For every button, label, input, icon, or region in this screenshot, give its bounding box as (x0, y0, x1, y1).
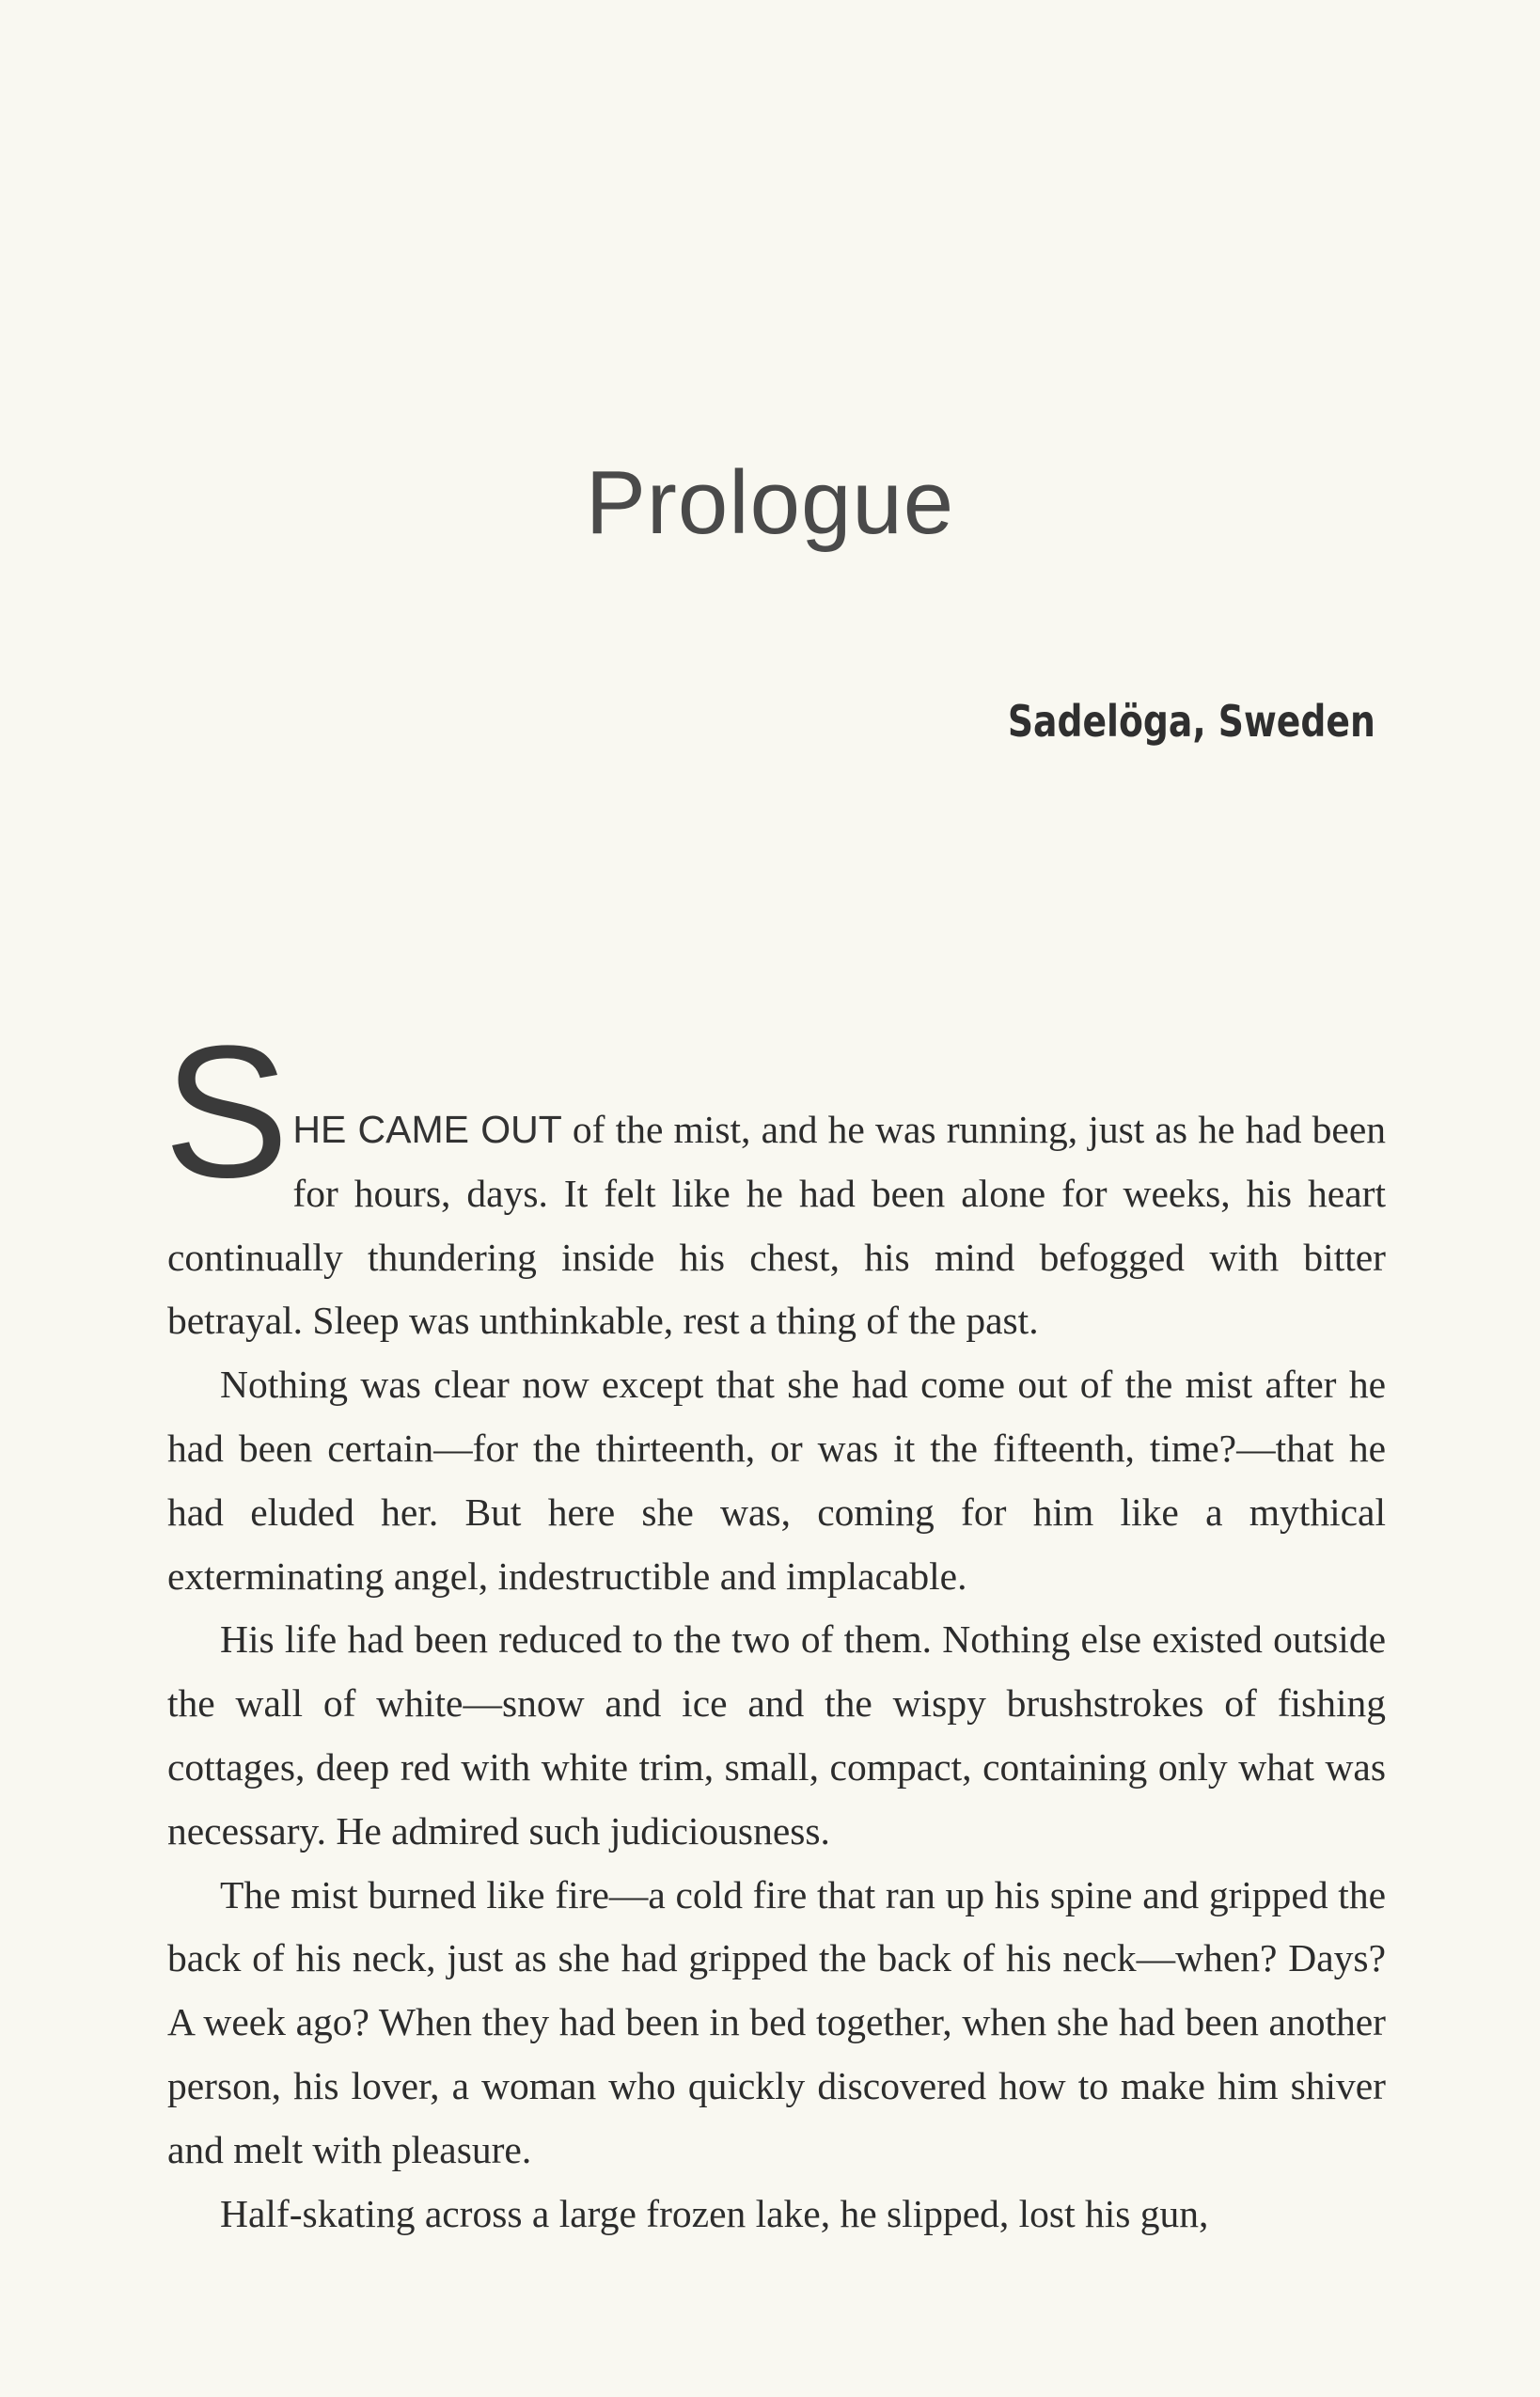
paragraph-text: of the mist, and he was running, just as he had been for hours, days. It felt like he had been alone for weeks, his heart continually thundering inside his chest, his mind befogged with bitter betrayal. Sleep was unthinkable, rest a thing of the past. (167, 1108, 1386, 1343)
paragraph: The mist burned like fire—a cold fire that ran up his spine and gripped the back of his neck, just as she had gripped the back of his neck—when? Days? A week ago? When they had been in bed together, when she had been another person, his lover, a woman who quickly discovered how to make him shiver and melt with pleasure. (167, 1872, 1386, 2171)
chapter-location: Sadelöga, Sweden (1008, 696, 1375, 747)
paragraph (164, 1007, 1386, 1353)
lead-in-small-caps: HE CAME OUT (292, 1108, 562, 1151)
body-text (164, 1007, 1386, 2246)
drop-cap: S (164, 1007, 290, 1217)
chapter-title: Prologue (585, 452, 955, 553)
paragraph: Half-skating across a large frozen lake, he slipped, lost his gun, (220, 2191, 1209, 2235)
paragraph: His life had been reduced to the two of them. Nothing else existed outside the wall of white—snow and ice and the wispy brushstrokes of fishing cottages, deep red with white trim, small, compact, containing only what was necessary. He admired such judiciousness. (167, 1617, 1386, 1853)
paragraph: Nothing was clear now except that she had come out of the mist after he had been certain—for the thirteenth, or was it the fifteenth, time?—that he had eluded her. But here she was, coming for him like a mythical exterminating angel, indestructible and implacable. (167, 1363, 1386, 1598)
